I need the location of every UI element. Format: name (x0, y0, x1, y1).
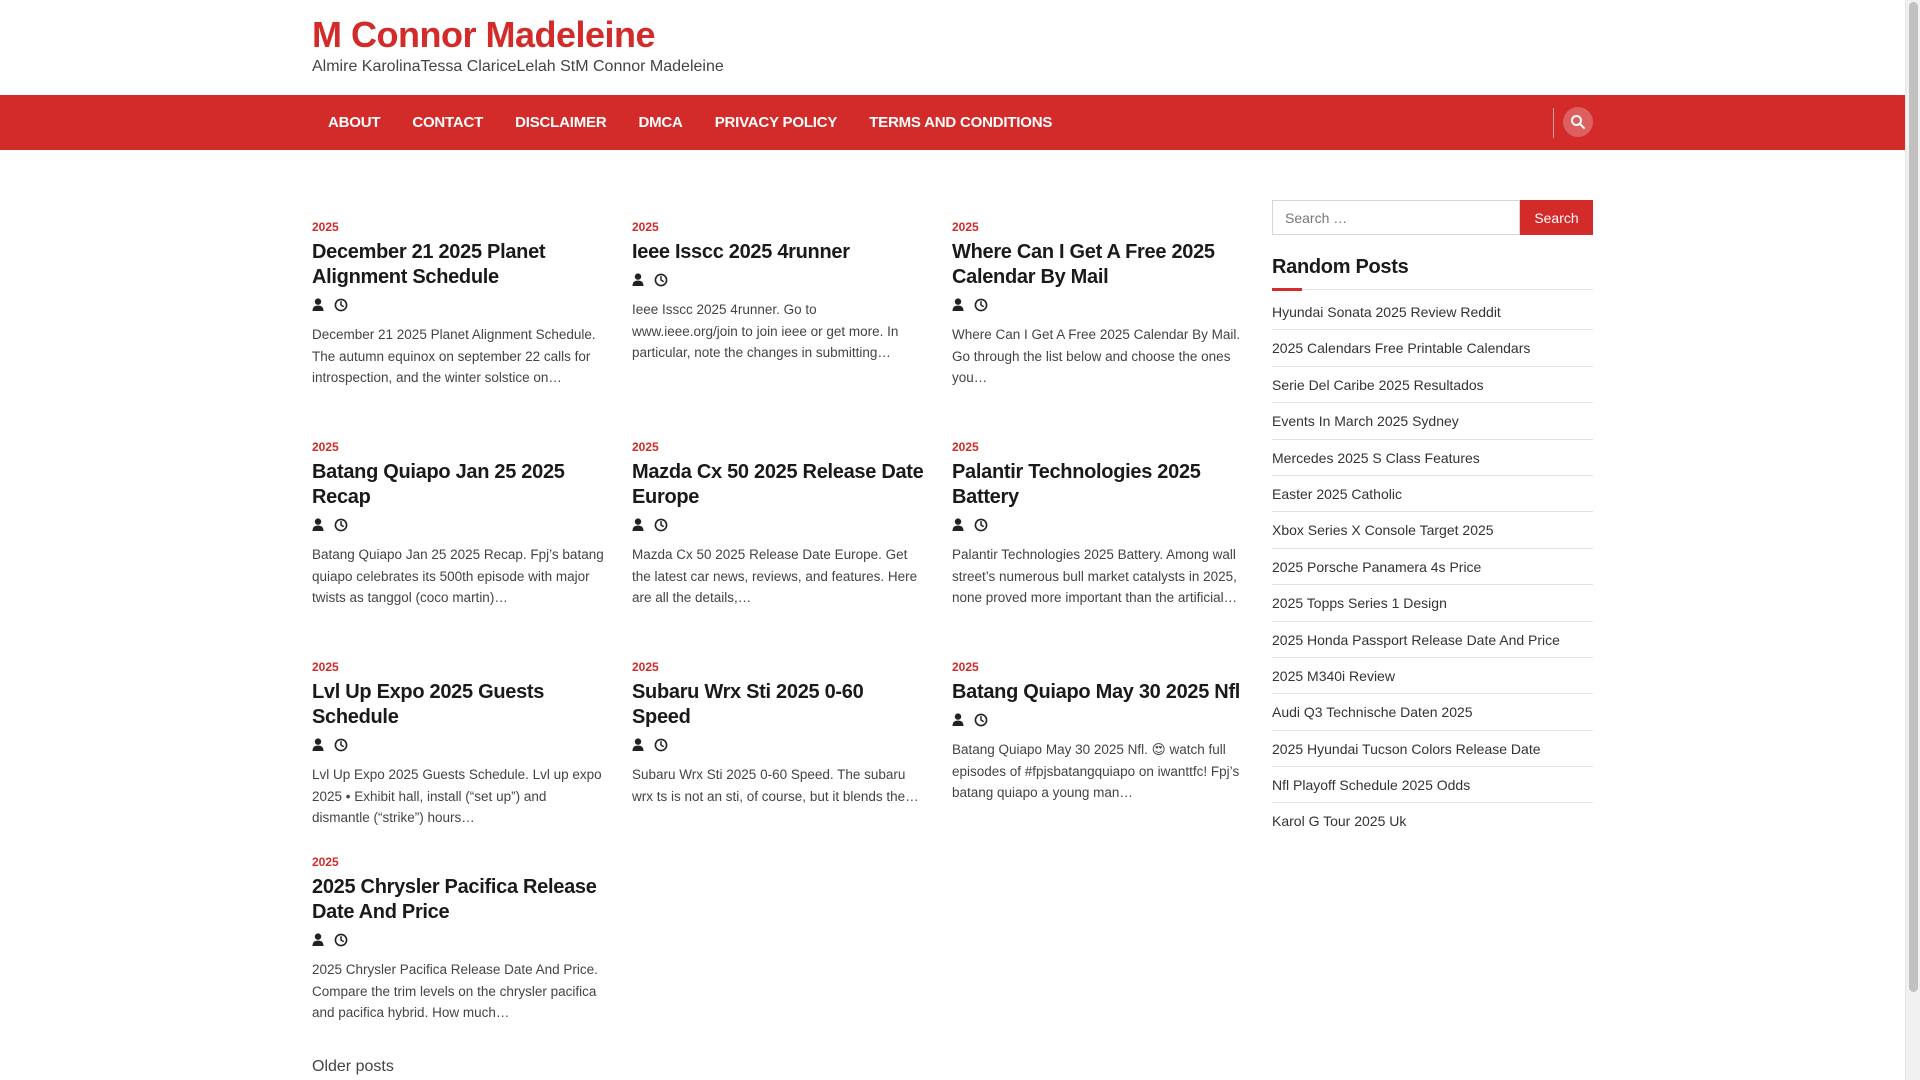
search-icon[interactable] (1563, 107, 1593, 137)
post-card (632, 218, 924, 364)
user-icon[interactable] (952, 518, 966, 532)
nav-item-dmca[interactable]: DMCA (638, 114, 683, 131)
post-excerpt: Ieee Isscc 2025 4runner. Go to www.ieee.org/join to join ieee or get more. In particular, note the changes in submitting… (632, 302, 899, 360)
post-category[interactable]: 2025 (952, 220, 979, 234)
site-title[interactable]: M Connor Madeleine (312, 14, 656, 55)
clock-icon[interactable] (974, 518, 988, 532)
random-post-link[interactable]: Serie Del Caribe 2025 Resultados (1272, 367, 1593, 403)
sidebar-search-form (1272, 200, 1593, 235)
random-post-link[interactable]: Nfl Playoff Schedule 2025 Odds (1272, 767, 1593, 803)
random-post-link[interactable]: Mercedes 2025 S Class Features (1272, 440, 1593, 476)
nav-divider (1553, 108, 1554, 138)
user-icon[interactable] (952, 298, 966, 312)
user-icon[interactable] (312, 298, 326, 312)
nav-item-privacy-policy[interactable]: PRIVACY POLICY (714, 114, 838, 131)
post-card (952, 438, 1244, 609)
post-title[interactable]: December 21 2025 Planet Alignment Schedule (312, 241, 546, 288)
post-card (952, 218, 1244, 389)
random-post-link[interactable]: Audi Q3 Technische Daten 2025 (1272, 694, 1593, 730)
random-post-link[interactable]: Hyundai Sonata 2025 Review Reddit (1272, 294, 1593, 330)
post-excerpt: December 21 2025 Planet Alignment Schedule. The autumn equinox on september 22 calls for introspection, and the winter solstice on… (312, 327, 596, 385)
post-meta (952, 518, 1244, 532)
post-meta (632, 518, 924, 532)
post-card (632, 658, 924, 807)
random-posts-title: Random Posts (1272, 256, 1409, 278)
post-title[interactable]: Lvl Up Expo 2025 Guests Schedule (312, 681, 545, 728)
random-post-link[interactable]: 2025 M340i Review (1272, 658, 1593, 694)
random-posts-list (1272, 294, 1593, 840)
clock-icon[interactable] (654, 738, 668, 752)
post-title[interactable]: Where Can I Get A Free 2025 Calendar By Mail (952, 241, 1215, 288)
clock-icon[interactable] (334, 518, 348, 532)
random-post-link[interactable]: Easter 2025 Catholic (1272, 476, 1593, 512)
post-category[interactable]: 2025 (312, 660, 339, 674)
post-excerpt: Batang Quiapo May 30 2025 Nfl. 😍 watch full episodes of #fpjsbatangquiapo on iwanttfc! Fpj’s batang quiapo a young man… (952, 742, 1240, 800)
post-card (312, 853, 604, 1024)
random-post-link[interactable]: Karol G Tour 2025 Uk (1272, 813, 1407, 830)
site-description: Almire KarolinaTessa ClariceLelah StM Connor Madeleine (312, 58, 724, 75)
post-title[interactable]: Palantir Technologies 2025 Battery (952, 461, 1201, 508)
user-icon[interactable] (632, 273, 646, 287)
user-icon[interactable] (312, 933, 326, 947)
older-posts-link[interactable]: Older posts (312, 1058, 394, 1075)
clock-icon[interactable] (654, 518, 668, 532)
post-card (312, 438, 604, 609)
post-category[interactable]: 2025 (632, 440, 659, 454)
user-icon[interactable] (632, 738, 646, 752)
random-post-link[interactable]: Xbox Series X Console Target 2025 (1272, 512, 1593, 548)
post-category[interactable]: 2025 (632, 660, 659, 674)
search-input[interactable] (1272, 200, 1520, 235)
scrollbar-thumb[interactable] (1909, 2, 1918, 992)
post-meta (312, 298, 604, 312)
user-icon[interactable] (632, 518, 646, 532)
random-post-link[interactable]: 2025 Hyundai Tucson Colors Release Date (1272, 731, 1593, 767)
post-title[interactable]: 2025 Chrysler Pacifica Release Date And Price (312, 876, 597, 923)
post-card (632, 438, 924, 609)
post-excerpt: Where Can I Get A Free 2025 Calendar By Mail. Go through the list below and choose the ones you… (952, 327, 1241, 385)
post-category[interactable]: 2025 (312, 220, 339, 234)
random-post-link[interactable]: 2025 Topps Series 1 Design (1272, 585, 1593, 621)
post-card (952, 658, 1244, 804)
widget-divider (1272, 289, 1593, 290)
post-category[interactable]: 2025 (952, 660, 979, 674)
post-title[interactable]: Subaru Wrx Sti 2025 0-60 Speed (632, 681, 864, 728)
clock-icon[interactable] (334, 933, 348, 947)
post-meta (952, 298, 1244, 312)
post-category[interactable]: 2025 (312, 440, 339, 454)
clock-icon[interactable] (974, 298, 988, 312)
site-header (0, 0, 1920, 95)
post-title[interactable]: Batang Quiapo Jan 25 2025 Recap (312, 461, 565, 508)
random-post-link[interactable]: 2025 Calendars Free Printable Calendars (1272, 330, 1593, 366)
post-meta (312, 518, 604, 532)
post-meta (312, 738, 604, 752)
nav-item-terms[interactable]: TERMS AND CONDITIONS (869, 114, 1053, 131)
post-excerpt: Batang Quiapo Jan 25 2025 Recap. Fpj’s batang quiapo celebrates its 500th episode with major twists as tanggol (coco martin)… (312, 547, 604, 605)
random-post-link[interactable]: 2025 Porsche Panamera 4s Price (1272, 549, 1593, 585)
vertical-scrollbar[interactable] (1905, 0, 1920, 1080)
post-title[interactable]: Mazda Cx 50 2025 Release Date Europe (632, 461, 924, 508)
user-icon[interactable] (312, 738, 326, 752)
post-meta (632, 738, 924, 752)
clock-icon[interactable] (654, 273, 668, 287)
nav-item-about[interactable]: ABOUT (328, 114, 381, 131)
user-icon[interactable] (952, 713, 966, 727)
user-icon[interactable] (312, 518, 326, 532)
search-button[interactable]: Search (1520, 200, 1593, 235)
clock-icon[interactable] (334, 738, 348, 752)
clock-icon[interactable] (334, 298, 348, 312)
post-card (312, 218, 604, 389)
main-navigation (0, 95, 1905, 150)
post-excerpt: 2025 Chrysler Pacifica Release Date And Price. Compare the trim levels on the chrysler pacifica and pacifica hybrid. How much… (312, 962, 598, 1020)
post-excerpt: Palantir Technologies 2025 Battery. Among wall street’s numerous bull market catalysts in 2025, none proved more important than the artificial… (952, 547, 1238, 605)
post-meta (312, 933, 604, 947)
post-excerpt: Mazda Cx 50 2025 Release Date Europe. Get the latest car news, reviews, and features. Here are all the details,… (632, 547, 918, 605)
post-meta (632, 273, 924, 287)
post-title[interactable]: Ieee Isscc 2025 4runner (632, 241, 850, 263)
random-post-link[interactable]: 2025 Honda Passport Release Date And Price (1272, 622, 1593, 658)
post-category[interactable]: 2025 (312, 855, 339, 869)
widget-title-accent (1272, 288, 1302, 291)
post-card (312, 658, 604, 829)
post-title[interactable]: Batang Quiapo May 30 2025 Nfl (952, 681, 1241, 703)
nav-item-disclaimer[interactable]: DISCLAIMER (515, 114, 607, 131)
post-excerpt: Subaru Wrx Sti 2025 0-60 Speed. The subaru wrx ts is not an sti, of course, but it blends the… (632, 767, 919, 804)
nav-item-contact[interactable]: CONTACT (412, 114, 484, 131)
post-category[interactable]: 2025 (952, 440, 979, 454)
post-category[interactable]: 2025 (632, 220, 659, 234)
random-post-link[interactable]: Events In March 2025 Sydney (1272, 403, 1593, 439)
post-excerpt: Lvl Up Expo 2025 Guests Schedule. Lvl up expo 2025 • Exhibit hall, install (“set up”) and dismantle (“strike”) hours… (312, 767, 602, 825)
clock-icon[interactable] (974, 713, 988, 727)
post-meta (952, 713, 1244, 727)
